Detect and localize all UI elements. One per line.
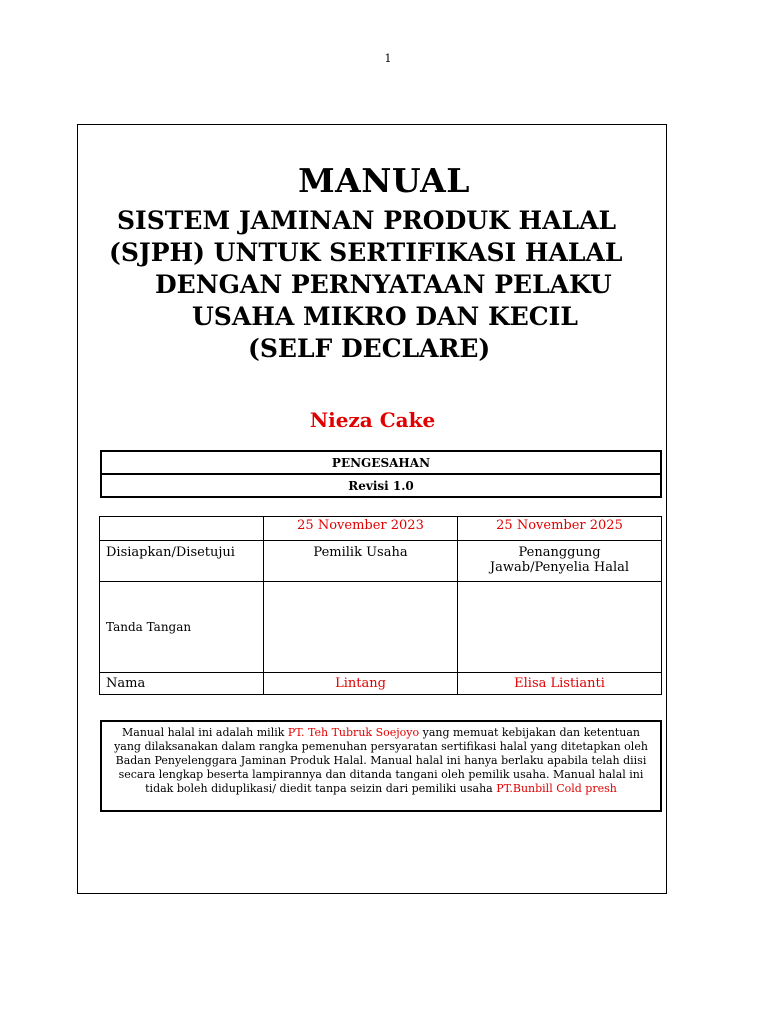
role-supervisor-line-1: Penanggung xyxy=(518,545,601,560)
role-supervisor xyxy=(458,541,662,582)
name-owner: Lintang xyxy=(264,673,458,695)
name-row xyxy=(100,673,662,695)
revision-label: Revisi 1.0 xyxy=(101,474,661,497)
signature-table xyxy=(99,516,662,695)
prepared-label: Disiapkan/Disetujui xyxy=(100,541,264,582)
date-supervisor: 25 November 2025 xyxy=(458,517,662,541)
subtitle-line-4: USAHA MIKRO DAN KECIL xyxy=(192,302,578,331)
date-owner: 25 November 2023 xyxy=(264,517,458,541)
approval-heading: PENGESAHAN xyxy=(101,451,661,474)
name-label: Nama xyxy=(100,673,264,695)
page-number: 1 xyxy=(384,52,392,65)
signature-row xyxy=(100,582,662,673)
role-supervisor-line-2: Jawab/Penyelia Halal xyxy=(489,560,630,575)
notice-text-1: Manual halal ini adalah milik xyxy=(122,726,288,739)
name-supervisor: Elisa Listianti xyxy=(458,673,662,695)
notice-text-2: yang memuat kebijakan dan ketentuan yang dilaksanakan dalam rangka pemenuhan persyaratan sertifikasi halal yang ditetapkan oleh Badan Penyelenggara Jaminan Produk Halal. Manual halal ini hanya berlaku apabila telah diisi secara lengkap beserta lampirannya dan ditanda tangani oleh pemilik usaha. Manual halal ini tidak boleh diduplikasi/ diedit tanpa seizin dari pemiliki usaha xyxy=(114,726,648,795)
date-row-label xyxy=(100,517,264,541)
ownership-notice xyxy=(100,720,662,812)
approval-table xyxy=(100,450,662,498)
document-title: MANUAL xyxy=(298,161,470,200)
role-owner: Pemilik Usaha xyxy=(264,541,458,582)
notice-company-2: PT.Bunbill Cold presh xyxy=(496,782,617,795)
notice-company-1: PT. Teh Tubruk Soejoyo xyxy=(287,726,420,739)
subtitle-line-3: DENGAN PERNYATAAN PELAKU xyxy=(155,270,612,299)
company-name: Nieza Cake xyxy=(309,408,436,432)
role-row xyxy=(100,541,662,582)
subtitle-line-1: SISTEM JAMINAN PRODUK HALAL xyxy=(117,206,617,235)
signature-label: Tanda Tangan xyxy=(100,582,264,673)
signature-supervisor-box xyxy=(458,582,662,673)
date-row xyxy=(100,517,662,541)
signature-owner-box xyxy=(264,582,458,673)
subtitle-line-2: (SJPH) UNTUK SERTIFIKASI HALAL xyxy=(109,238,623,267)
subtitle-line-5: (SELF DECLARE) xyxy=(248,334,491,363)
